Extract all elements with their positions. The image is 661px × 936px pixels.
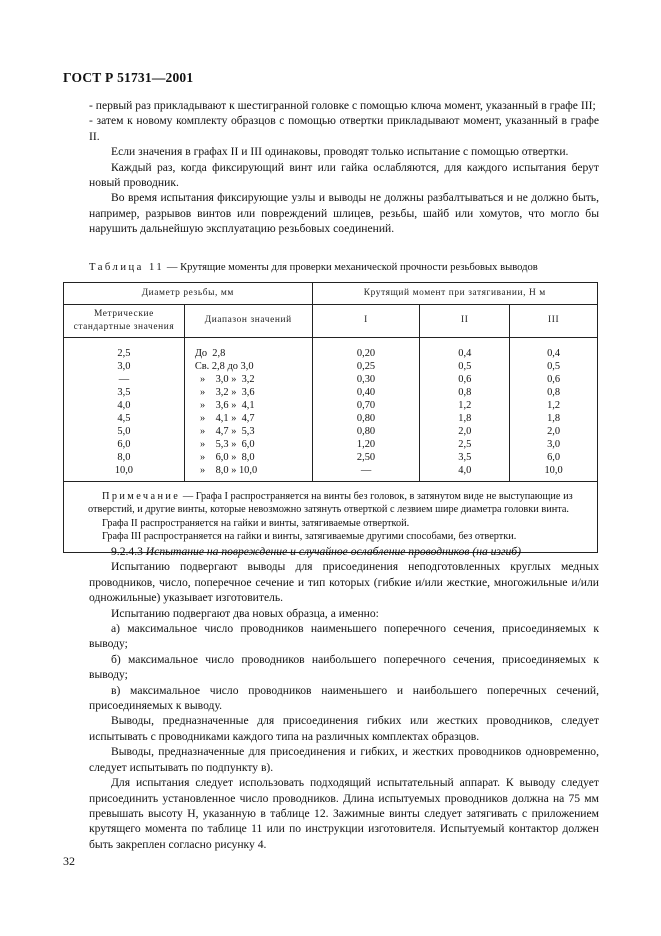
header-col-iii: III — [510, 305, 598, 338]
table-header-row-1 — [64, 283, 598, 305]
document-header: ГОСТ Р 51731—2001 — [63, 70, 194, 85]
section-number: 9.2.4.3 — [111, 545, 143, 558]
section-paragraph-7: Выводы, предназначенные для присоединения и гибких, и жестких проводников одновременно, следует испытывать по подпункту в). — [89, 745, 599, 774]
header-torque: Крутящий момент при затягивании, Н м — [312, 283, 597, 305]
note-paragraph-1 — [88, 490, 585, 517]
section-paragraph-4: б) максимальное число проводников наибольшего поперечного сечения, присоединяемых к выводу; — [89, 652, 599, 682]
column-metric-values: 2,5 3,0 — 3,5 4,0 4,5 5,0 6,0 8,0 10,0 — [64, 338, 185, 482]
header-col-ii: II — [420, 305, 510, 338]
note-paragraph-2: Графа II распространяется на гайки и винты, затягиваемые отверткой. — [102, 517, 410, 529]
section-paragraph-8: Для испытания следует использовать подходящий испытательный аппарат. К выводу следует присоединить установленное число проводников. Длина испытуемых проводников должна на 75 мм превышать высоту Н, указанную в таблице 12. Зажимные винты следует затягивать с приложением крутящего момента по таблице 11 или по инструкции изготовителя. Испытуемый контактор должен быть закреплен согласно рисунку 4. — [89, 776, 599, 851]
table-note-row — [64, 482, 598, 553]
torque-table — [63, 282, 598, 553]
note-paragraph-3: Графа III распространяется на гайки и винты, затягиваемые другими способами, без отвертки. — [102, 531, 517, 543]
column-iii-values: 0,4 0,5 0,6 0,8 1,2 1,8 2,0 3,0 6,0 10,0 — [510, 338, 598, 482]
table-note — [64, 482, 598, 553]
note-label: Примечание — [102, 491, 181, 502]
header-col-i: I — [312, 305, 420, 338]
section-heading — [89, 544, 599, 559]
section-text — [89, 544, 599, 852]
section-paragraph-6: Выводы, предназначенные для присоединения гибких или жестких проводников, следует испытывать с проводниками каждого типа на различных комплектах образцов. — [89, 714, 599, 743]
table-caption — [89, 262, 538, 273]
page-number: 32 — [63, 854, 75, 868]
intro-line-4: Каждый раз, когда фиксирующий винт или гайка ослабляются, для каждого испытания берут новый проводник. — [89, 160, 599, 190]
intro-line-2: - затем к новому комплекту образцов с помощью отвертки прикладывают момент, указанный в графе II. — [89, 114, 599, 143]
section-title: Испытание на повреждение и случайное ослабление проводников (на изгиб) — [145, 545, 521, 558]
section-paragraph-2: Испытанию подвергают два новых образца, а именно: — [111, 606, 379, 620]
column-ii-values: 0,4 0,5 0,6 0,8 1,2 1,8 2,0 2,5 3,5 4,0 — [420, 338, 510, 482]
table-body-row — [64, 338, 598, 482]
section-paragraph-5: в) максимальное число проводников наименьшего и наибольшего поперечных сечений, присоединяемых к выводу. — [89, 683, 599, 713]
intro-text — [89, 98, 599, 237]
column-range-values: До 2,8 Св. 2,8 до 3,0 » 3,0 » 3,2 » 3,2 » 3,6 » 3,6 » 4,1 » 4,1 » 4,7 » 4,7 » 5,3 » 5,3 » 6,0 » 6,0 » 8,0 » 8,0 » 10,0 — [184, 338, 312, 482]
header-metric: Метрические стандартные значения — [64, 305, 185, 338]
table-caption-prefix: Таблица 11 — [89, 262, 165, 273]
header-range: Диапазон значений — [184, 305, 312, 338]
intro-line-1: - первый раз прикладывают к шестигранной головке с помощью ключа момент, указанный в графе III; — [89, 99, 596, 112]
header-diameter: Диаметр резьбы, мм — [64, 283, 313, 305]
note-text-1: — Графа I распространяется на винты без головок, в затянутом виде не выступающие из отверстий, и другие винты, которые невозможно затянуть отверткой с лезвием шире диаметра головки винта. — [88, 491, 573, 516]
intro-line-5: Во время испытания фиксирующие узлы и выводы не должны разбалтываться и не должно быть, например, разрывов винтов или повреждений шлицев, резьбы, шайб или хомутов, что могло бы нарушить дальнейшую эксплуатацию резьбовых соединений. — [89, 191, 599, 236]
column-i-values: 0,20 0,25 0,30 0,40 0,70 0,80 0,80 1,20 2,50 — — [312, 338, 420, 482]
section-paragraph-1: Испытанию подвергают выводы для присоединения неподготовленных круглых медных проводников, число, поперечное сечение и тип которых (гибкие и/или жесткие, многожильные и/или одножильные) указывает изготовитель. — [89, 560, 599, 605]
section-paragraph-3: а) максимальное число проводников наименьшего поперечного сечения, присоединяемых к выводу; — [89, 622, 599, 651]
table-header-row-2 — [64, 305, 598, 338]
intro-line-3: Если значения в графах II и III одинаковы, проводят только испытание с помощью отвертки. — [111, 145, 569, 159]
table-caption-text: — Крутящие моменты для проверки механической прочности резьбовых выводов — [164, 262, 538, 273]
